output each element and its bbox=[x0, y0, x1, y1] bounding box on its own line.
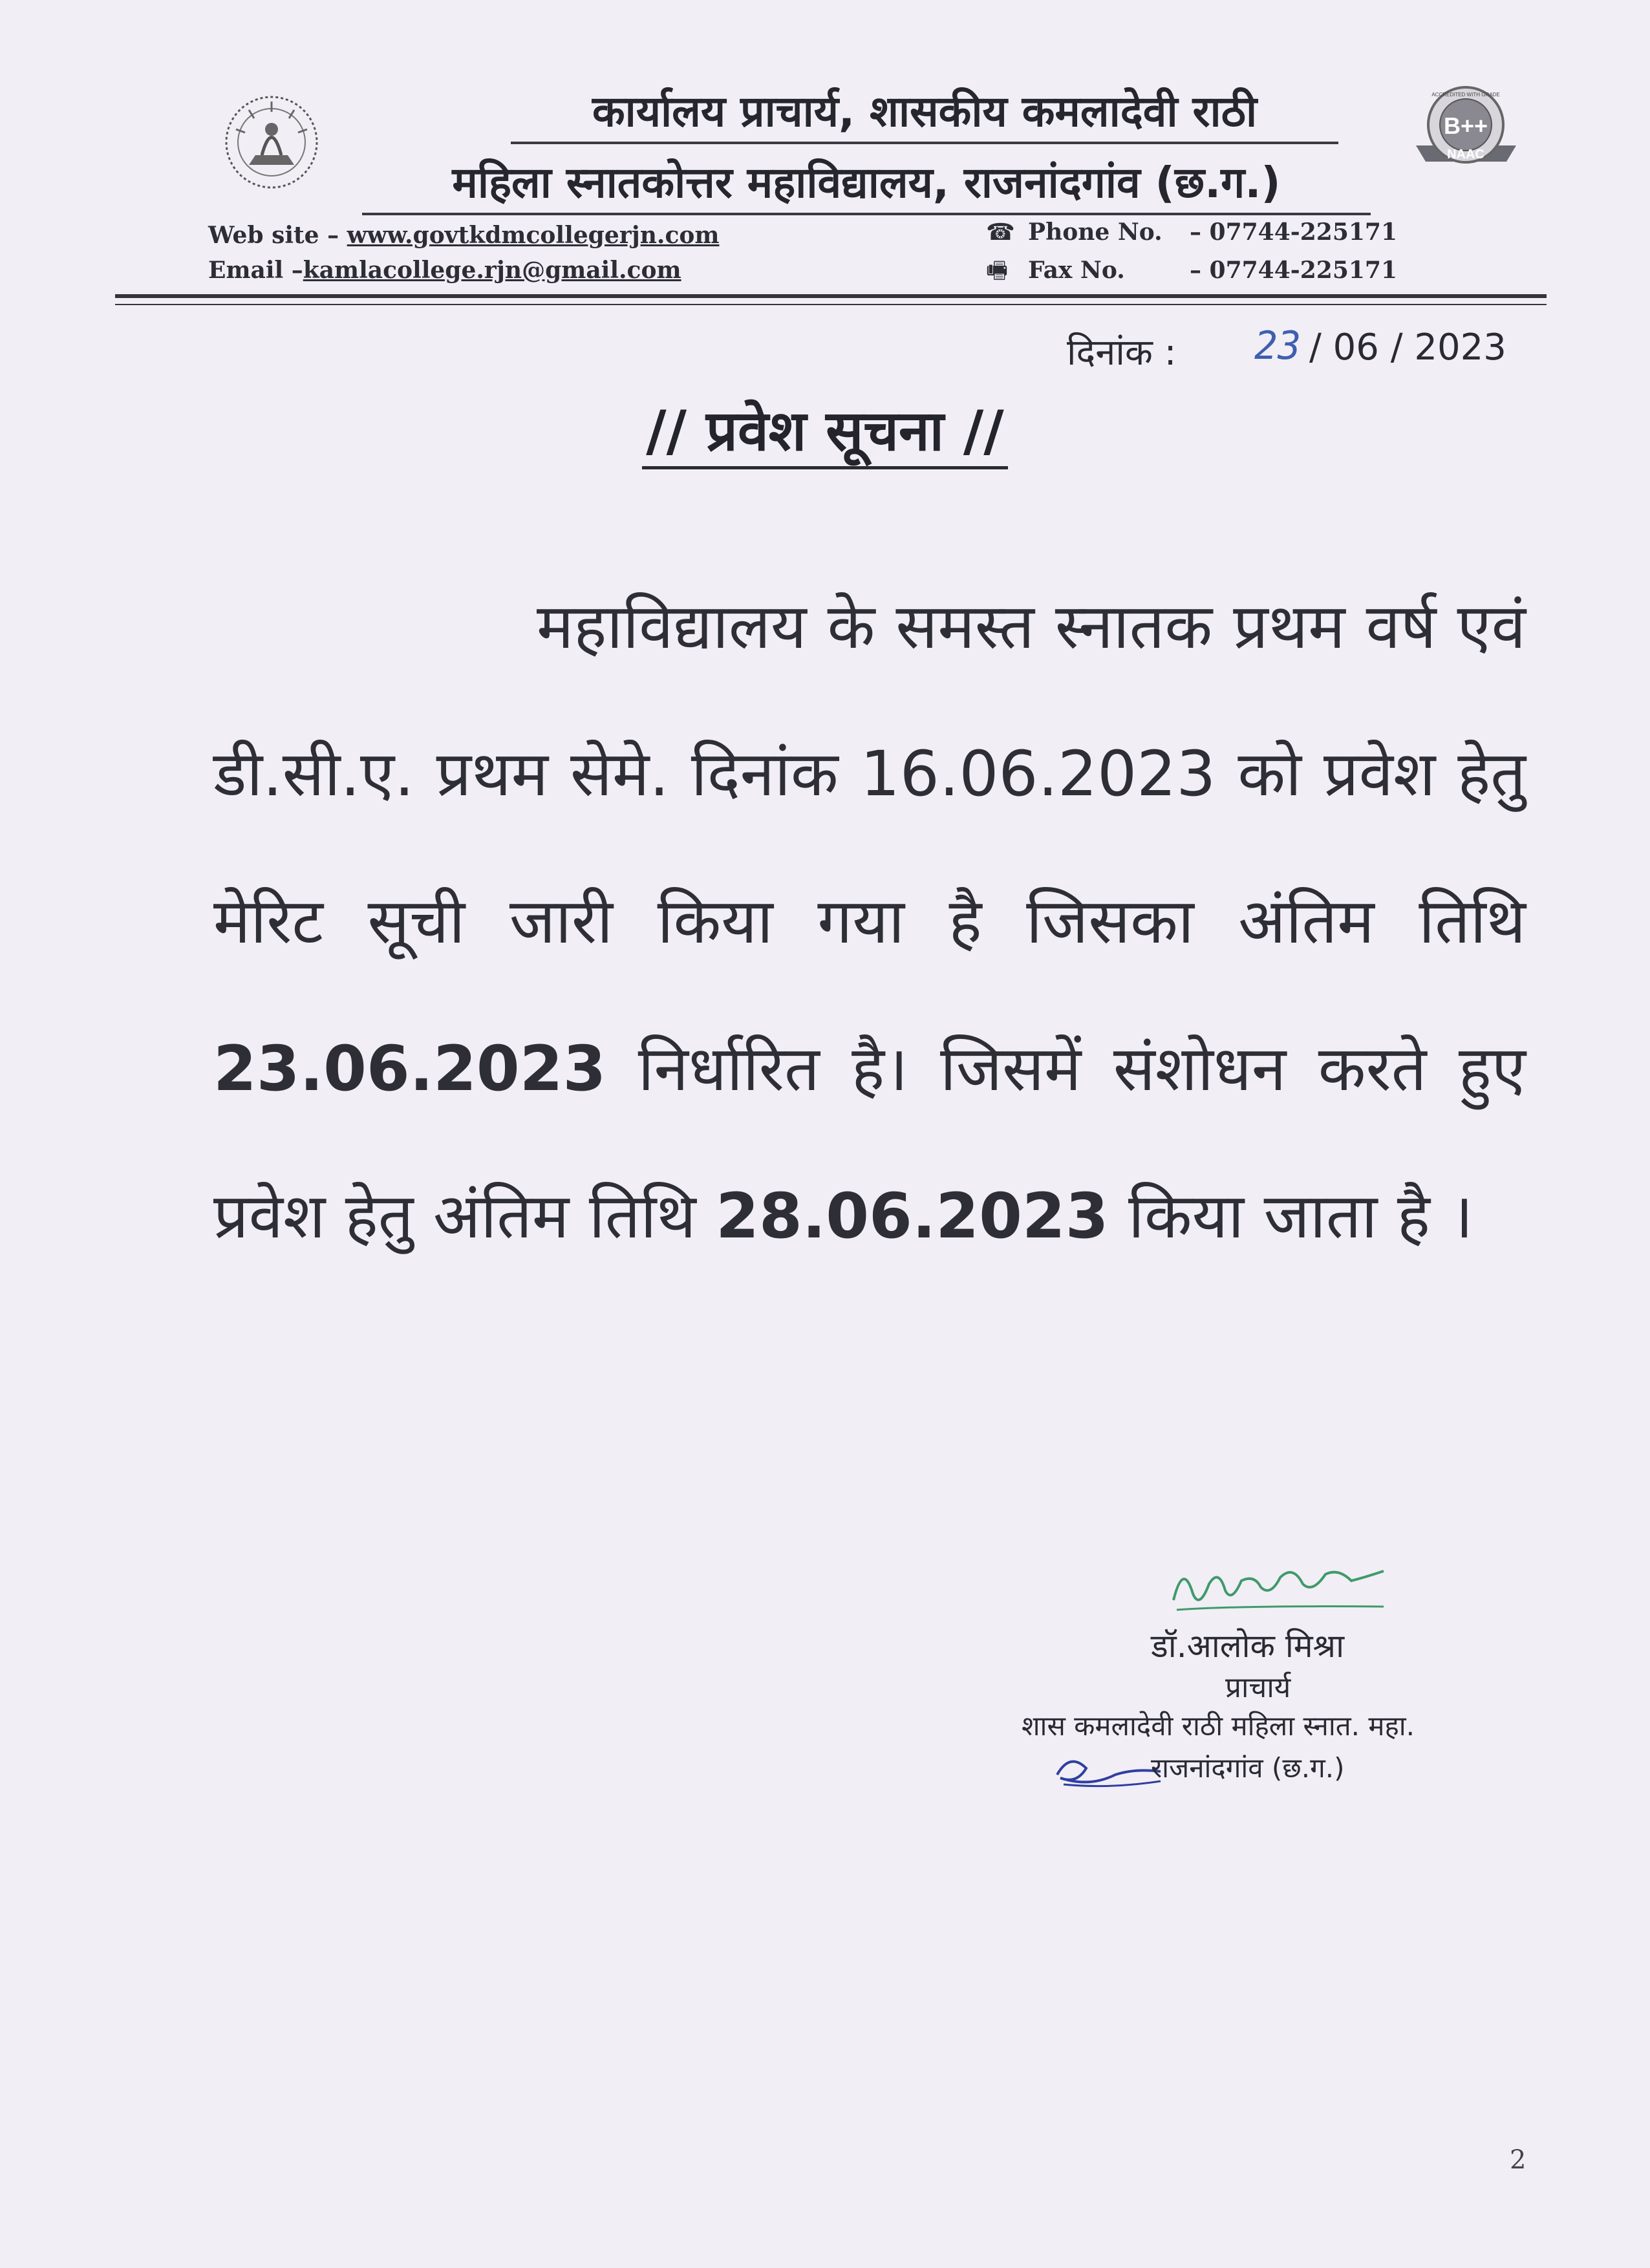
signatory-role: प्राचार्य bbox=[1225, 1671, 1291, 1704]
phone-icon: ☎ bbox=[986, 219, 1015, 246]
notice-heading bbox=[0, 391, 1650, 467]
header-divider-thin bbox=[115, 304, 1547, 305]
fax-label: Fax No. bbox=[1028, 257, 1125, 284]
notice-text-1: महाविद्यालय के समस्त स्नातक प्रथम वर्ष एवं डी.सी.ए. प्रथम सेमे. दिनांक 16.06.2023 को प्रवेश हेतु मेरिट सूची जारी किया गया है जिसका अंतिम तिथि bbox=[213, 590, 1526, 957]
date-month-year: / 06 / 2023 bbox=[1309, 326, 1506, 369]
notice-text-3: किया जाता है । bbox=[1108, 1180, 1473, 1252]
date-day-handwritten: 23 bbox=[1254, 323, 1302, 369]
signatory-name: डॉ.आलोक मिश्रा bbox=[1151, 1627, 1345, 1665]
website-label: Web site – bbox=[208, 222, 347, 249]
notice-paragraph bbox=[213, 553, 1526, 1290]
naac-seal-icon bbox=[1409, 81, 1523, 175]
fax-number: – 07744-225171 bbox=[1190, 257, 1398, 284]
notice-text-2: निर्धारित है। जिसमें संशोधन करते हुए प्रवेश हेतु अंतिम तिथि bbox=[213, 1032, 1526, 1252]
email-line bbox=[208, 257, 681, 284]
website-link[interactable]: www.govtkdmcollegerjn.com bbox=[347, 222, 720, 249]
header-divider-thick bbox=[115, 294, 1547, 298]
phone-line bbox=[986, 219, 1397, 246]
phone-number: – 07744-225171 bbox=[1190, 219, 1398, 246]
naac-arc-text: ACCREDITED WITH GRADE bbox=[1431, 92, 1500, 98]
fax-icon: 🖷 bbox=[986, 257, 1008, 284]
date-label: दिनांक : bbox=[1067, 332, 1177, 374]
phone-label: Phone No. bbox=[1028, 219, 1162, 246]
website-line bbox=[208, 222, 719, 249]
header-title-line1: कार्यालय प्राचार्य, शासकीय कमलादेवी राठी bbox=[511, 81, 1338, 144]
college-emblem-icon bbox=[223, 94, 320, 191]
email-label: Email – bbox=[208, 257, 303, 284]
page-number: 2 bbox=[1510, 2145, 1527, 2175]
email-link[interactable]: kamlacollege.rjn@gmail.com bbox=[303, 257, 681, 284]
notice-heading-text: // प्रवेश सूचना // bbox=[642, 399, 1007, 469]
initials-scribble-icon bbox=[1051, 1749, 1167, 1794]
signatory-institution: शास कमलादेवी राठी महिला स्नात. महा. bbox=[1022, 1710, 1415, 1742]
naac-label: NAAC bbox=[1447, 147, 1484, 162]
fax-line bbox=[986, 253, 1397, 293]
naac-grade: B++ bbox=[1443, 112, 1488, 139]
header-title-line2: महिला स्नातकोत्तर महाविद्यालय, राजनांदगांव (छ.ग.) bbox=[362, 152, 1371, 215]
principal-signature-icon bbox=[1164, 1548, 1397, 1620]
notice-deadline-old: 23.06.2023 bbox=[213, 1032, 606, 1105]
notice-deadline-new: 28.06.2023 bbox=[716, 1180, 1109, 1252]
notice-body bbox=[213, 553, 1526, 1290]
signatory-city: राजनांदगांव (छ.ग.) bbox=[1151, 1752, 1345, 1784]
